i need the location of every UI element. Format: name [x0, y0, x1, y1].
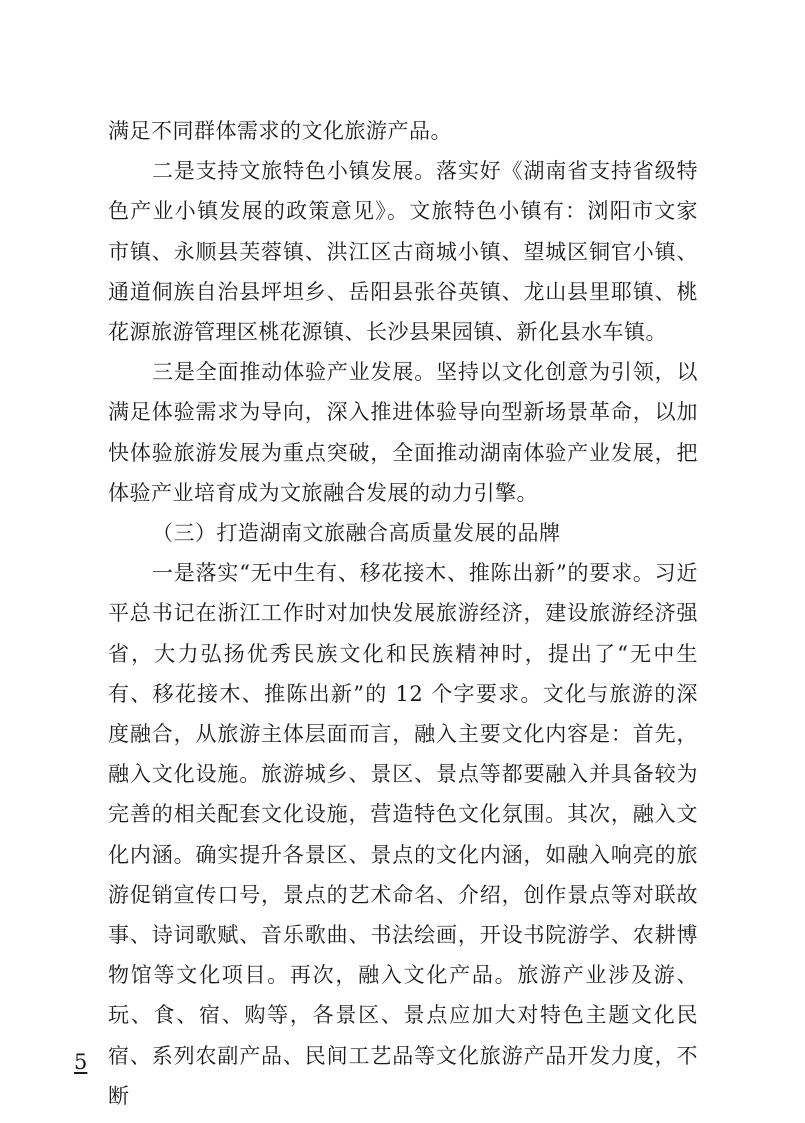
- paragraph-cultural-tourism-towns: 二是支持文旅特色小镇发展。落实好《湖南省支持省级特色产业小镇发展的政策意见》。文旅特色小镇有：浏阳市文家市镇、永顺县芙蓉镇、洪江区古商城小镇、望城区铜官小镇、通道侗族自治县坪坦乡、岳阳县张谷英镇、龙山县里耶镇、桃花源旅游管理区桃花源镇、长沙县果园镇、新化县水车镇。: [108, 159, 698, 345]
- paragraph-brand-requirements: 一是落实“无中生有、移花接木、推陈出新”的要求。习近平总书记在浙江工作时对加快发展旅游经济，建设旅游经济强省，大力弘扬优秀民族文化和民族精神时，提出了“无中生有、移花接木、推陈出新”的 12 个字要求。文化与旅游的深度融合，从旅游主体层面而言，融入主要文化内容是：首先，融入文化设施。旅游城乡、景区、景点等都要融入并具备较为完善的相关配套文化设施，营造特色文化氛围。其次，融入文化内涵。确实提升各景区、景点的文化内涵，如融入响亮的旅游促销宣传口号，景点的艺术命名、介绍，创作景点等对联故事、诗词歌赋、音乐歌曲、书法绘画，开设书院游学、农耕博物馆等文化项目。再次，融入文化产品。旅游产业涉及游、玩、食、宿、购等，各景区、景点应加大对特色主题文化民宿、系列农副产品、民间工艺品等文化旅游产品开发力度，不断: [108, 561, 698, 1108]
- paragraph-experience-industry: 三是全面推动体验产业发展。坚持以文化创意为引领，以满足体验需求为导向，深入推进体验导向型新场景革命，以加快体验旅游发展为重点突破，全面推动湖南体验产业发展，把体验产业培育成为文旅融合发展的动力引擎。: [108, 360, 698, 505]
- section-heading-3: （三）打造湖南文旅融合高质量发展的品牌: [152, 521, 561, 546]
- page-number: 5: [74, 1050, 88, 1074]
- paragraph-continuation: 满足不同群体需求的文化旅游产品。: [108, 119, 452, 143]
- body-text: [108, 111, 698, 1116]
